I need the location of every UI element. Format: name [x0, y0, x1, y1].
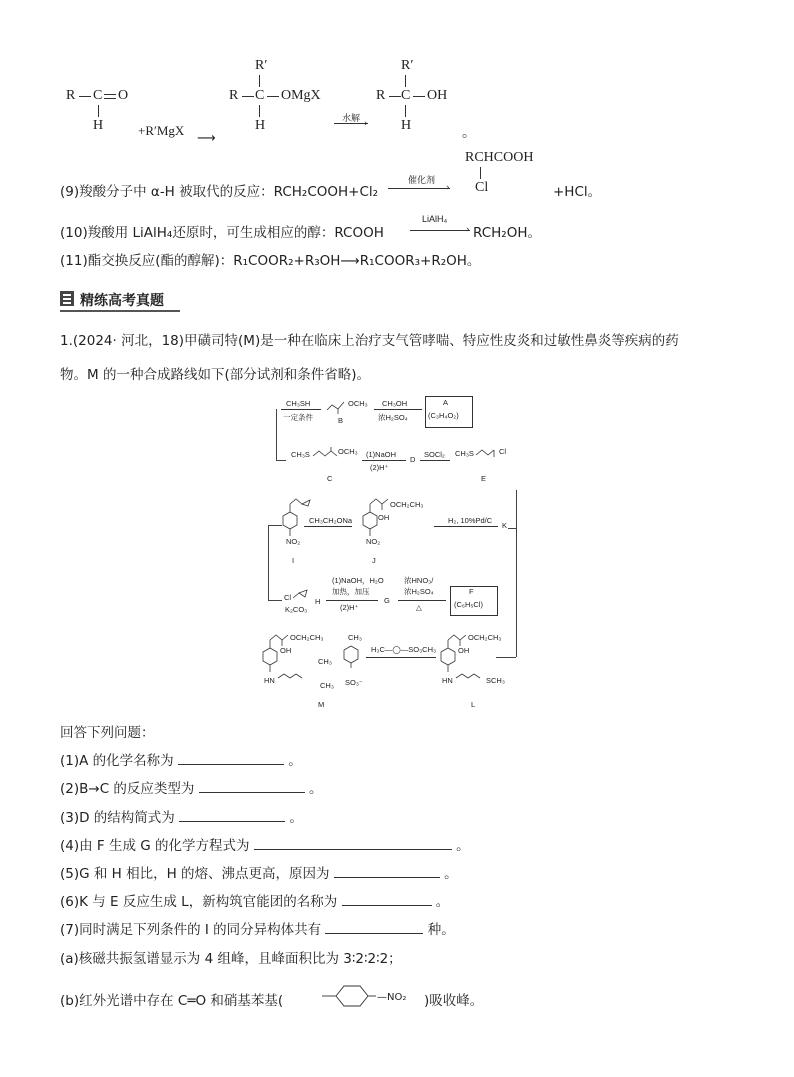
route-cond1: 一定条件 — [283, 413, 313, 422]
epichlorohydrin-structure — [292, 588, 312, 602]
route-arrow-left — [374, 409, 422, 410]
document-icon — [60, 291, 74, 306]
route-arrow-left — [326, 600, 378, 601]
route-B-label: B — [338, 416, 344, 425]
route-arrow-left — [366, 657, 436, 658]
question-5 — [60, 864, 458, 883]
route-M-ch3b: CH₃ — [320, 681, 334, 690]
alkoxide-R: R — [229, 88, 239, 103]
route-C-formula: CH₃S — [291, 450, 310, 459]
route-arrow — [304, 526, 352, 527]
scheme-period: 。 — [462, 125, 476, 141]
route-h1: (2)H⁺ — [370, 463, 389, 472]
questions-intro: 回答下列问题： — [60, 725, 155, 741]
question-7-text: (7)同时满足下列条件的 I 的同分异构体共有 — [60, 922, 322, 938]
route-naoh1: (1)NaOH — [366, 450, 397, 459]
route-J-no2: NO₂ — [366, 537, 381, 546]
bond — [259, 105, 260, 117]
condition-b-text: (b)红外光谱中存在 C═O 和硝基苯基( — [60, 993, 284, 1009]
question-6 — [60, 892, 449, 911]
question-line2: 物。M 的一种合成路线如下(部分试剂和条件省略)。 — [60, 367, 370, 383]
route-H: H — [315, 597, 321, 606]
alcohol-H: H — [401, 118, 412, 133]
route-socl2: SOCl₂ — [424, 450, 445, 459]
route-K: K — [502, 521, 508, 530]
route-B-formula: OCH₃ — [348, 399, 368, 408]
question-5-period: 。 — [444, 866, 458, 882]
route-cl: Cl — [284, 593, 292, 602]
item9-catalyst: 催化剂 — [408, 175, 436, 185]
answer-blank[interactable] — [199, 779, 305, 793]
alkoxide-OMgX: OMgX — [281, 88, 321, 103]
question-7 — [60, 920, 455, 939]
alkoxide-Rprime: R′ — [255, 58, 268, 73]
route-J-label: J — [372, 556, 376, 565]
answer-blank[interactable] — [334, 864, 440, 878]
question-2-text: (2)B→C 的反应类型为 — [60, 781, 195, 797]
aldehyde-O: O — [118, 88, 129, 103]
route-h2b: (2)H⁺ — [340, 603, 359, 612]
route-h2so4: 浓H₂SO₄ — [378, 413, 408, 422]
alcohol-C: C — [401, 88, 411, 103]
route-I-label: I — [292, 556, 295, 565]
alkoxide-H: H — [255, 118, 266, 133]
item9-product: RCHCOOH — [465, 150, 534, 165]
route-h2: H₂, 10%Pd/C — [448, 516, 493, 525]
question-2 — [60, 779, 323, 798]
question-1-period: 。 — [288, 753, 302, 769]
route-F-formula: (C₆H₅Cl) — [454, 600, 483, 609]
item9-arrow — [388, 188, 450, 189]
route-F: F — [469, 587, 474, 596]
bond — [104, 98, 116, 99]
bond — [413, 96, 425, 97]
item10-text: (10)羧酸用 LiAlH₄还原时，可生成相应的醇：RCOOH — [60, 225, 384, 241]
condition-b-tail: )吸收峰。 — [424, 993, 484, 1009]
alcohol-R: R — [376, 88, 386, 103]
reaction-arrow: ⟶ — [197, 131, 216, 146]
B-structure — [326, 396, 350, 414]
route-arrow — [281, 409, 321, 410]
route-heat: 加热，加压 — [332, 587, 370, 596]
route-G: G — [384, 596, 390, 605]
route-arrow — [362, 460, 406, 461]
route-M-ch3a: CH₃ — [318, 657, 332, 666]
hydrolysis-label: 水解 — [342, 113, 361, 123]
answer-blank[interactable] — [325, 920, 423, 934]
item9-tail: +HCl。 — [553, 184, 602, 200]
route-M-label: M — [318, 700, 325, 709]
route-delta: △ — [416, 603, 422, 612]
bond — [389, 96, 401, 97]
route-E-cl: Cl — [499, 447, 507, 456]
bond — [259, 75, 260, 87]
route-E-formula: CH₃S — [455, 449, 474, 458]
bond — [405, 105, 406, 117]
bond — [480, 167, 481, 179]
question-3-period: 。 — [289, 810, 303, 826]
alcohol-OH: OH — [427, 88, 448, 103]
route-M-tos-ch3: CH₃ — [348, 633, 362, 642]
route-h2so4b: 浓H₂SO₄ — [404, 587, 434, 596]
question-7-tail: 种。 — [427, 922, 455, 938]
route-naoh2: (1)NaOH，H₂O — [332, 576, 384, 585]
route-tosyl-reagent: H₃C—◯—SO₃CH₃ — [371, 645, 437, 654]
bond — [242, 96, 254, 97]
question-4-text: (4)由 F 生成 G 的化学方程式为 — [60, 838, 250, 854]
route-M-oh: OH — [280, 646, 292, 655]
arrow-head-icon: › — [466, 225, 470, 235]
question-6-text: (6)K 与 E 反应生成 L，新构筑官能团的名称为 — [60, 894, 338, 910]
question-5-text: (5)G 和 H 相比，H 的熔、沸点更高，原因为 — [60, 866, 330, 882]
route-L-hn: HN — [442, 676, 453, 685]
route-naoet: CH₃CH₂ONa — [309, 516, 353, 525]
bond — [405, 75, 406, 87]
question-1-text: (1)A 的化学名称为 — [60, 753, 174, 769]
route-C-label: C — [327, 474, 333, 483]
item10-arrow — [410, 230, 470, 231]
route-A: A — [443, 398, 449, 407]
route-hno3: 浓HNO₃/ — [404, 576, 434, 585]
alcohol-Rprime: R′ — [401, 58, 414, 73]
route-M-oet: OCH₂CH₃ — [290, 633, 324, 642]
section-underline — [60, 310, 180, 312]
question-line1: 1.(2024· 河北，18)甲磺司特(M)是一种在临床上治疗支气管哮喘、特应性皮炎和过敏性鼻炎等疾病的药 — [60, 333, 679, 349]
route-arrow-left — [398, 600, 446, 601]
grignard-reagent: +R′MgX — [138, 123, 185, 138]
item10-reagent: LiAlH₄ — [422, 214, 448, 224]
item9-product-cl: Cl — [475, 180, 489, 195]
route-L-sch3: SCH₃ — [486, 676, 505, 685]
route-I-no2: NO₂ — [286, 537, 301, 546]
connector — [276, 409, 277, 460]
route-C-ester: OCH₃ — [338, 447, 358, 456]
item11-text: (11)酯交换反应(酯的醇解)：R₁COOR₂+R₃OH⟶R₁COOR₃+R₂OH。 — [60, 253, 481, 269]
route-L-label: L — [471, 700, 476, 709]
route-ch3oh: CH₃OH — [382, 399, 408, 408]
tosylate-ring — [340, 638, 362, 678]
connector — [496, 657, 516, 658]
aldehyde-R: R — [66, 88, 76, 103]
section-title: 精练高考真题 — [80, 293, 164, 309]
answer-blank[interactable] — [178, 751, 284, 765]
question-2-period: 。 — [309, 781, 323, 797]
route-J-oh: OH — [378, 513, 390, 522]
route-E-label: E — [481, 474, 487, 483]
hydrolysis-arrow — [334, 123, 368, 124]
question-6-period: 。 — [435, 894, 450, 910]
bond — [79, 96, 91, 97]
route-ch3sh: CH₃SH — [286, 399, 311, 408]
question-1 — [60, 751, 302, 770]
item9-text: (9)羧酸分子中 α-H 被取代的反应：RCH₂COOH+Cl₂ — [60, 184, 379, 200]
connector — [276, 460, 286, 461]
arrow-head-icon: › — [364, 119, 368, 129]
bond — [98, 105, 99, 117]
route-M-hn: HN — [264, 676, 275, 685]
answer-blank[interactable] — [254, 836, 452, 850]
connector — [516, 528, 517, 657]
route-D: D — [410, 455, 416, 464]
route-A-formula: (C₃H₄O₂) — [428, 411, 459, 420]
answer-blank[interactable] — [179, 808, 285, 822]
aldehyde-H: H — [93, 118, 104, 133]
route-J-oet: OCH₂CH₃ — [390, 500, 424, 509]
route-L-oet: OCH₂CH₃ — [468, 633, 502, 642]
arrow-head-icon: › — [446, 183, 450, 193]
route-arrow — [434, 526, 498, 527]
connector — [516, 490, 517, 528]
item10-product: RCH₂OH。 — [473, 225, 541, 241]
question-3-text: (3)D 的结构简式为 — [60, 810, 175, 826]
aldehyde-C: C — [93, 88, 103, 103]
route-k2co3: K₂CO₃ — [285, 605, 308, 614]
route-L-oh: OH — [458, 646, 470, 655]
answer-blank[interactable] — [342, 892, 432, 906]
question-4-period: 。 — [456, 838, 470, 854]
route-arrow — [420, 460, 450, 461]
E-structure — [475, 445, 499, 463]
bond — [267, 96, 279, 97]
bond — [104, 94, 116, 95]
question-3 — [60, 808, 303, 827]
condition-a: (a)核磁共振氢谱显示为 4 组峰，且峰面积比为 3∶2∶2∶2； — [60, 951, 402, 967]
connector — [268, 600, 282, 601]
route-M-so3: SO₃⁻ — [345, 678, 363, 687]
question-4 — [60, 836, 470, 855]
C-structure — [312, 446, 338, 464]
connector — [268, 525, 269, 601]
connector — [268, 525, 282, 526]
nitrophenyl-no2: —NO₂ — [377, 992, 407, 1003]
condition-b — [60, 992, 283, 1010]
connector — [508, 528, 516, 529]
alkoxide-C: C — [255, 88, 265, 103]
